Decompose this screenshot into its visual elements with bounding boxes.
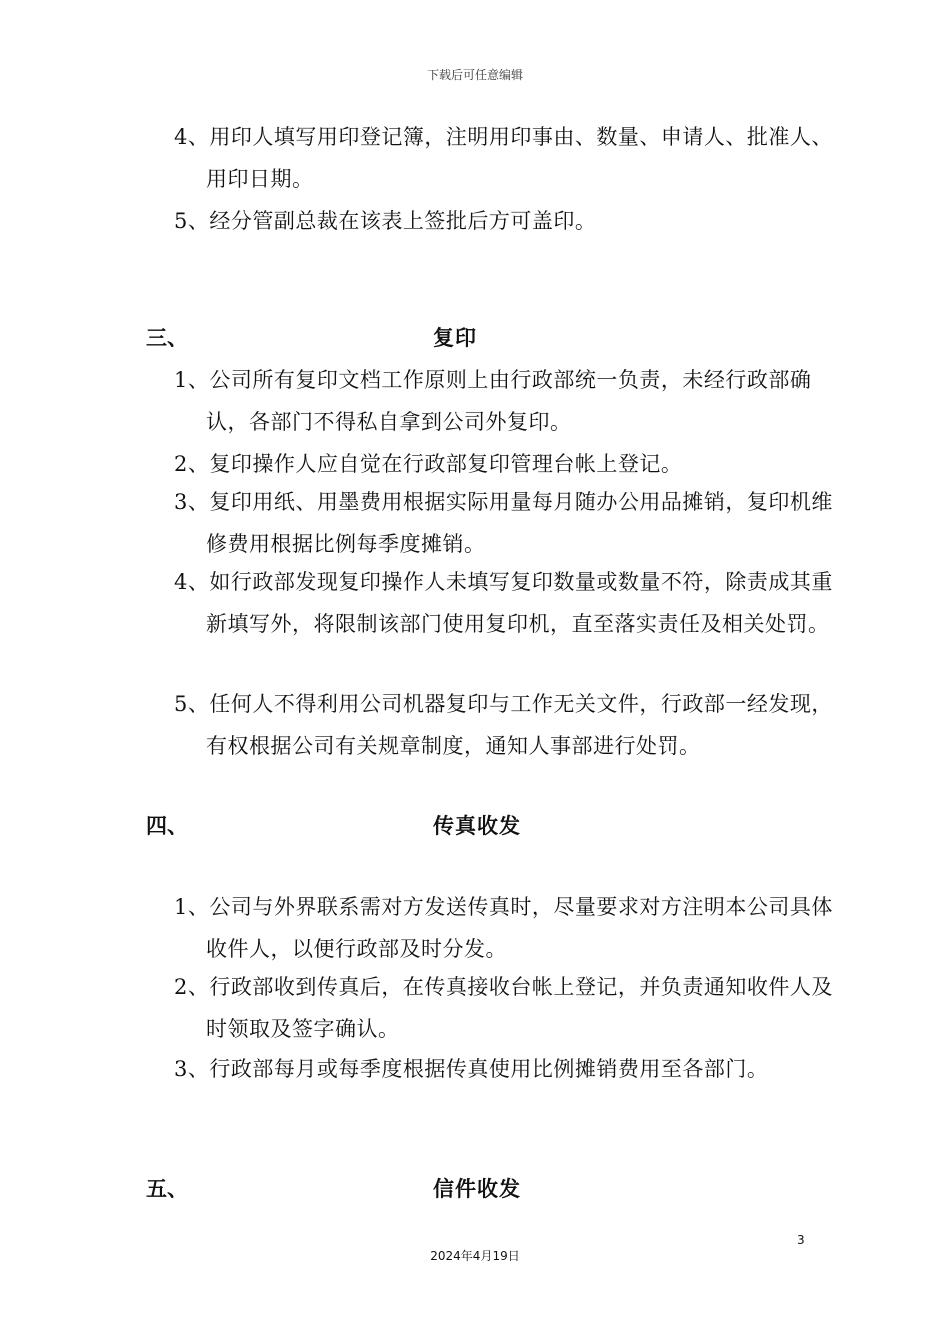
page-date: 2024年4月19日	[430, 1249, 520, 1263]
list-item: 1、公司与外界联系需对方发送传真时，尽量要求对方注明本公司具体收件人，以便行政部及时分发。	[174, 895, 833, 961]
list-item: 3、复印用纸、用墨费用根据实际用量每月随办公用品摊销，复印机维修费用根据比例每季度摊销。	[174, 490, 833, 556]
list-item: 2、复印操作人应自觉在行政部复印管理台帐上登记。	[174, 452, 683, 476]
section-title: 信件收发	[433, 1176, 521, 1201]
list-item: 4、如行政部发现复印操作人未填写复印数量或数量不符，除责成其重新填写外，将限制该部门使用复印机，直至落实责任及相关处罚。	[174, 570, 833, 636]
section-heading-fax	[146, 805, 786, 847]
section-title: 传真收发	[433, 813, 521, 838]
page-number: 3	[797, 1233, 805, 1247]
section-number: 四、	[146, 813, 188, 838]
list-item: 5、任何人不得利用公司机器复印与工作无关文件，行政部一经发现，有权根据公司有关规章制度，通知人事部进行处罚。	[174, 692, 833, 758]
list-item: 3、行政部每月或每季度根据传真使用比例摊销费用至各部门。	[174, 1057, 769, 1081]
list-item: 5、经分管副总裁在该表上签批后方可盖印。	[174, 209, 597, 233]
list-item: 4、用印人填写用印登记簿，注明用印事由、数量、申请人、批准人、用印日期。	[174, 125, 833, 191]
section-heading-copy	[146, 317, 786, 359]
section-heading-mail	[146, 1168, 786, 1210]
section-title: 复印	[433, 325, 477, 350]
page-header: 下载后可任意编辑	[426, 68, 523, 82]
list-item: 2、行政部收到传真后，在传真接收台帐上登记，并负责通知收件人及时领取及签字确认。	[174, 975, 833, 1041]
section-number: 三、	[146, 325, 188, 350]
section-number: 五、	[146, 1176, 188, 1201]
list-item: 1、公司所有复印文档工作原则上由行政部统一负责，未经行政部确认，各部门不得私自拿到公司外复印。	[174, 368, 812, 434]
